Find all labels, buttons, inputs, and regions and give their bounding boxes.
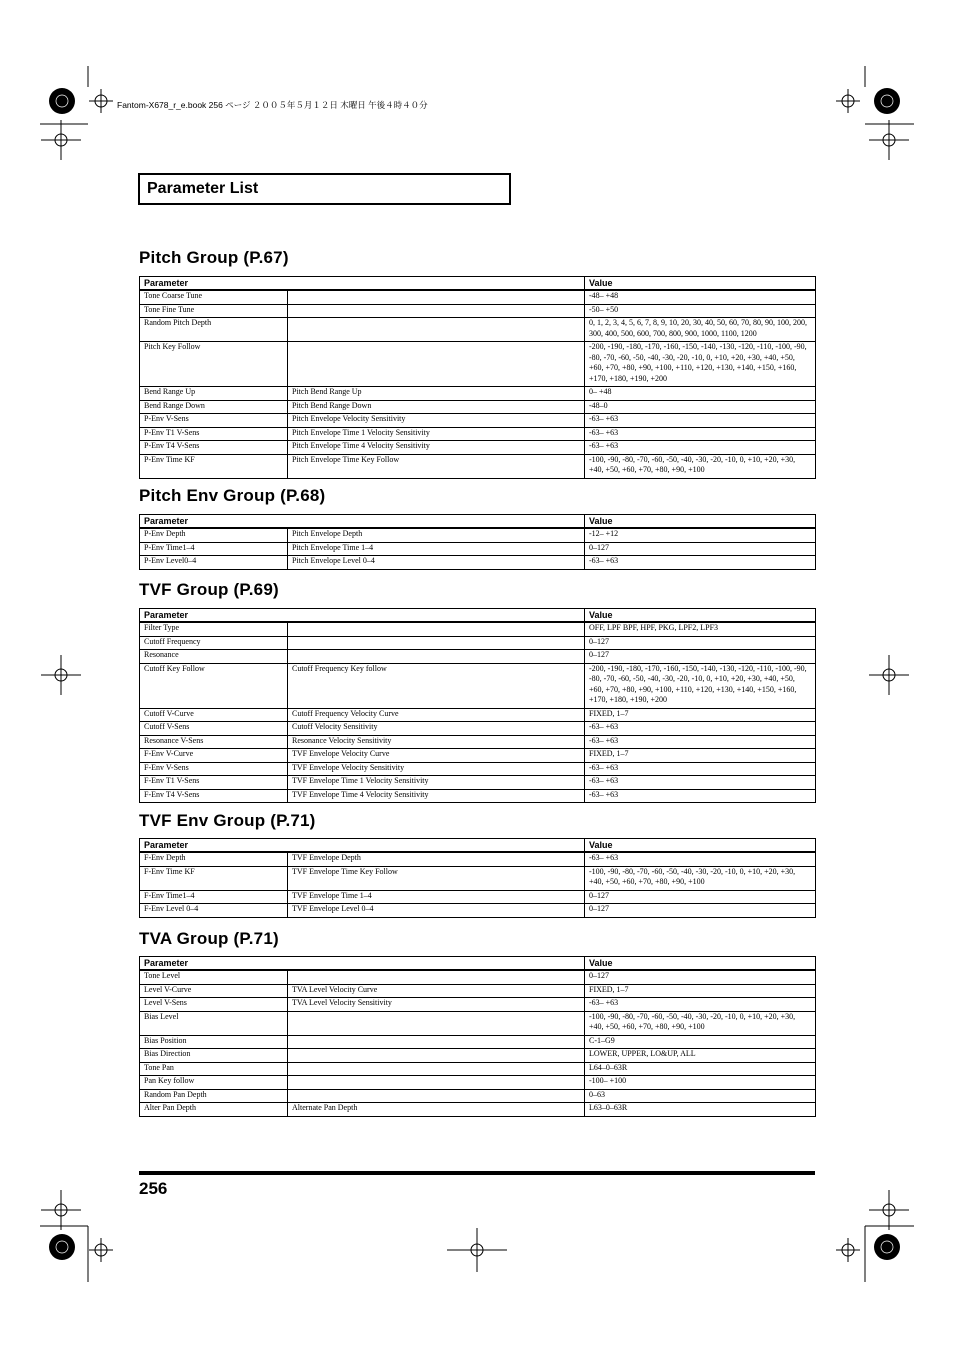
description-cell: Pitch Envelope Time Key Follow [288,454,585,478]
value-cell: -63– +63 [585,998,816,1012]
value-cell: 0– +48 [585,387,816,401]
description-cell: Pitch Bend Range Down [288,400,585,414]
group-heading-pitch: Pitch Group (P.67) [139,248,289,267]
parameter-cell: Bias Direction [140,1049,288,1063]
description-cell: Resonance Velocity Sensitivity [288,735,585,749]
parameter-cell: Tone Fine Tune [140,304,288,318]
description-cell: TVA Level Velocity Sensitivity [288,998,585,1012]
value-cell: -12– +12 [585,528,816,542]
parameter-cell: Cutoff V-Sens [140,722,288,736]
value-cell: -63– +63 [585,556,816,570]
parameter-cell: Pitch Key Follow [140,342,288,387]
description-cell: Alternate Pan Depth [288,1103,585,1117]
description-cell: TVA Level Velocity Curve [288,984,585,998]
parameter-cell: F-Env V-Sens [140,762,288,776]
value-cell: -100, -90, -80, -70, -60, -50, -40, -30, -20, -10, 0, +10, +20, +30, +40, +50, +60, +70, +80, +90, +100 [585,866,816,890]
value-cell: OFF, LPF BPF, HPF, PKG, LPF2, LPF3 [585,622,816,636]
parameter-cell: F-Env T4 V-Sens [140,789,288,803]
value-cell: -63– +63 [585,414,816,428]
value-cell: -63– +63 [585,776,816,790]
parameter-cell: Level V-Sens [140,998,288,1012]
description-cell: Pitch Envelope Level 0–4 [288,556,585,570]
description-cell: Pitch Bend Range Up [288,387,585,401]
value-cell: L64–0–63R [585,1062,816,1076]
value-cell: -63– +63 [585,441,816,455]
parameter-cell: Cutoff Key Follow [140,663,288,708]
column-header-parameter: Parameter [140,515,288,529]
value-cell: -100, -90, -80, -70, -60, -50, -40, -30, -20, -10, 0, +10, +20, +30, +40, +50, +60, +70, +80, +90, +100 [585,454,816,478]
column-header-value: Value [585,957,816,971]
value-cell: 0–127 [585,904,816,918]
value-cell: -63– +63 [585,722,816,736]
parameter-cell: F-Env Level 0–4 [140,904,288,918]
parameter-cell: Tone Pan [140,1062,288,1076]
page-number: 256 [139,1179,168,1198]
value-cell: -63– +63 [585,852,816,866]
value-cell: C-1–G9 [585,1035,816,1049]
parameter-cell: Bend Range Up [140,387,288,401]
value-cell: 0–127 [585,650,816,664]
description-cell: Pitch Envelope Time 1 Velocity Sensitivity [288,427,585,441]
description-cell: TVF Envelope Level 0–4 [288,904,585,918]
group-heading-tvf-env: TVF Env Group (P.71) [139,811,316,830]
parameter-cell: Cutoff V-Curve [140,708,288,722]
parameter-cell: Bias Position [140,1035,288,1049]
parameter-cell: P-Env Time1–4 [140,542,288,556]
value-cell: 0–127 [585,890,816,904]
value-cell: -63– +63 [585,427,816,441]
parameter-cell: Bend Range Down [140,400,288,414]
parameter-cell: Tone Level [140,970,288,984]
description-cell: TVF Envelope Time 1 Velocity Sensitivity [288,776,585,790]
value-cell: 0–63 [585,1089,816,1103]
parameter-cell: P-Env Depth [140,528,288,542]
parameter-cell: Filter Type [140,622,288,636]
column-header-parameter: Parameter [140,277,288,291]
parameter-cell: Pan Key follow [140,1076,288,1090]
value-cell: -200, -190, -180, -170, -160, -150, -140, -130, -120, -110, -100, -90, -80, -70, -60, -50, -40, -30, -20, -10, 0, +10, +20, +30, +40, +50, +60, +70, +80, +90, +100, +110, +120, +130, +140, +150, +160, +170, +180, +190, +200 [585,342,816,387]
parameter-cell: Cutoff Frequency [140,636,288,650]
group-heading-tvf: TVF Group (P.69) [139,580,279,599]
description-cell: Cutoff Frequency Key follow [288,663,585,708]
group-heading-pitch-env: Pitch Env Group (P.68) [139,486,326,505]
parameter-cell: P-Env T4 V-Sens [140,441,288,455]
description-cell: TVF Envelope Velocity Sensitivity [288,762,585,776]
description-cell: Pitch Envelope Depth [288,528,585,542]
value-cell: -48– +48 [585,290,816,304]
parameter-cell: Resonance V-Sens [140,735,288,749]
description-cell: Pitch Envelope Time 1–4 [288,542,585,556]
parameter-cell: F-Env Time KF [140,866,288,890]
parameter-cell: Tone Coarse Tune [140,290,288,304]
description-cell: TVF Envelope Time 4 Velocity Sensitivity [288,789,585,803]
value-cell: -63– +63 [585,735,816,749]
column-header-value: Value [585,839,816,853]
description-cell: TVF Envelope Time Key Follow [288,866,585,890]
group-heading-tva: TVA Group (P.71) [139,929,279,948]
column-header-parameter: Parameter [140,609,288,623]
parameter-cell: F-Env Depth [140,852,288,866]
column-header-value: Value [585,515,816,529]
value-cell: -100– +100 [585,1076,816,1090]
print-header: Fantom-X678_r_e.book 256 ページ ２００５年５月１２日 木曜日 午後４時４０分 [117,100,428,110]
parameter-cell: F-Env Time1–4 [140,890,288,904]
parameter-cell: Alter Pan Depth [140,1103,288,1117]
value-cell: FIXED, 1–7 [585,708,816,722]
section-title: Parameter List [147,180,259,197]
value-cell: -200, -190, -180, -170, -160, -150, -140, -130, -120, -110, -100, -90, -80, -70, -60, -50, -40, -30, -20, -10, 0, +10, +20, +30, +40, +50, +60, +70, +80, +90, +100, +110, +120, +130, +140, +150, +160, +170, +180, +190, +200 [585,663,816,708]
value-cell: -100, -90, -80, -70, -60, -50, -40, -30, -20, -10, 0, +10, +20, +30, +40, +50, +60, +70, +80, +90, +100 [585,1011,816,1035]
parameter-cell: Random Pan Depth [140,1089,288,1103]
description-cell: TVF Envelope Depth [288,852,585,866]
parameter-cell: Resonance [140,650,288,664]
description-cell: TVF Envelope Time 1–4 [288,890,585,904]
value-cell: -48–0 [585,400,816,414]
value-cell: -50– +50 [585,304,816,318]
value-cell: LOWER, UPPER, LO&UP, ALL [585,1049,816,1063]
column-header-parameter: Parameter [140,839,288,853]
description-cell: Cutoff Frequency Velocity Curve [288,708,585,722]
value-cell: -63– +63 [585,762,816,776]
value-cell: FIXED, 1–7 [585,984,816,998]
value-cell: FIXED, 1–7 [585,749,816,763]
parameter-cell: P-Env T1 V-Sens [140,427,288,441]
description-cell: Pitch Envelope Velocity Sensitivity [288,414,585,428]
parameter-cell: Level V-Curve [140,984,288,998]
column-header-parameter: Parameter [140,957,288,971]
value-cell: -63– +63 [585,789,816,803]
value-cell: 0–127 [585,542,816,556]
parameter-cell: P-Env Time KF [140,454,288,478]
value-cell: 0, 1, 2, 3, 4, 5, 6, 7, 8, 9, 10, 20, 30, 40, 50, 60, 70, 80, 90, 100, 200, 300, 400, 500, 600, 700, 800, 900, 1000, 1100, 1200 [585,318,816,342]
parameter-cell: F-Env V-Curve [140,749,288,763]
parameter-cell: Bias Level [140,1011,288,1035]
value-cell: L63–0–63R [585,1103,816,1117]
value-cell: 0–127 [585,970,816,984]
description-cell: Cutoff Velocity Sensitivity [288,722,585,736]
column-header-value: Value [585,277,816,291]
parameter-cell: F-Env T1 V-Sens [140,776,288,790]
parameter-cell: P-Env V-Sens [140,414,288,428]
parameter-cell: P-Env Level0–4 [140,556,288,570]
description-cell: Pitch Envelope Time 4 Velocity Sensitivity [288,441,585,455]
description-cell: TVF Envelope Velocity Curve [288,749,585,763]
column-header-value: Value [585,609,816,623]
parameter-cell: Random Pitch Depth [140,318,288,342]
value-cell: 0–127 [585,636,816,650]
